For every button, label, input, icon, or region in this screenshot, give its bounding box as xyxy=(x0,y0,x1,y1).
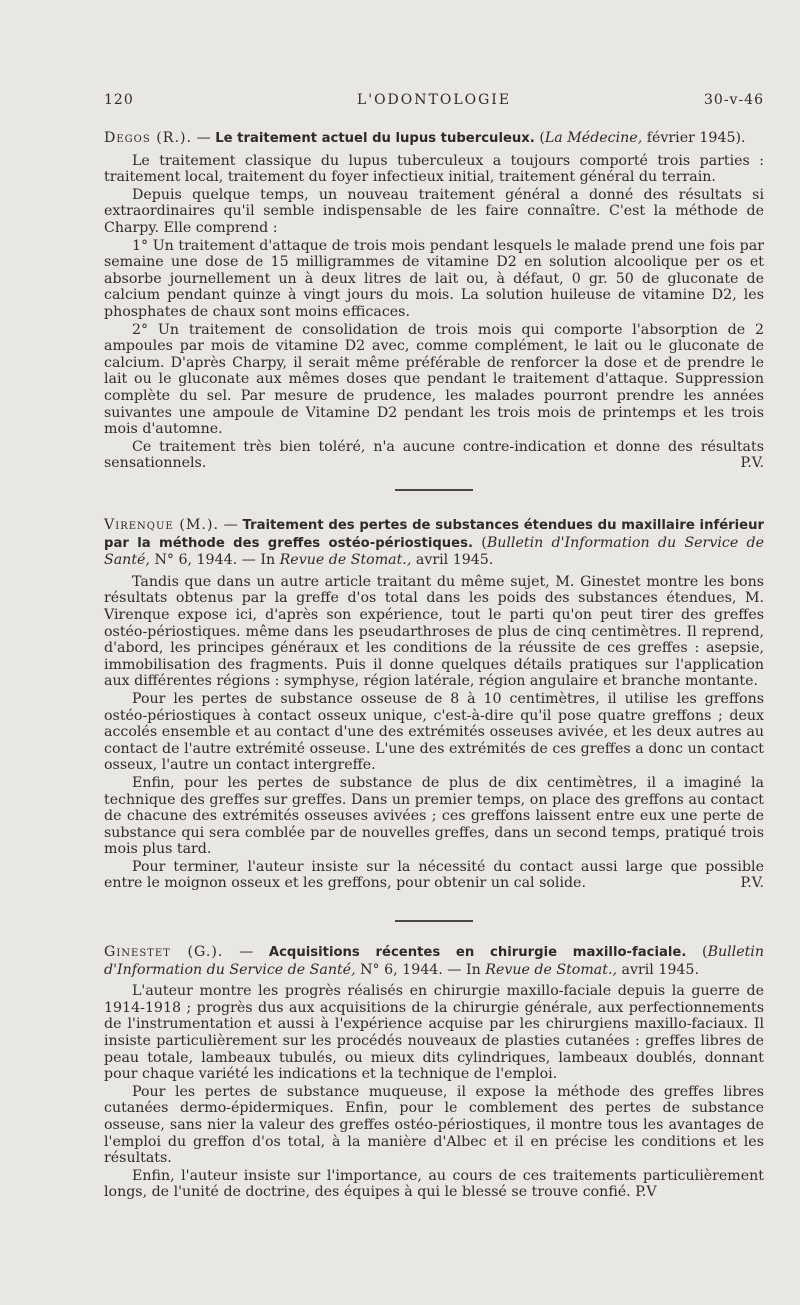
heading-dash: — xyxy=(223,517,238,533)
article-author: Degos (R.). xyxy=(104,130,192,146)
latin-phrase: per os xyxy=(695,254,743,271)
paragraph-text: 1° Un traitement d'attaque de trois mois pendant lesquels le malade prend une fois par semaine une dose de 15 milligrammes de vitamine D2 en solution alcoolique xyxy=(104,237,764,271)
article-degos xyxy=(104,130,764,472)
article-source-2: Revue de Stomat., xyxy=(279,552,412,569)
article-ref-tail: avril 1945. xyxy=(621,961,699,978)
article-signature: P.V. xyxy=(740,875,764,892)
body-paragraph: Depuis quelque temps, un nouveau traitement général a donné des résultats si extraordinaires qu'il semble indispensable de les faire connaître. C'est la méthode de Charpy. Elle comprend : xyxy=(104,186,764,236)
body-paragraph xyxy=(104,238,764,321)
body-paragraph xyxy=(104,439,764,472)
heading-dash: — xyxy=(239,944,254,960)
article-heading xyxy=(104,130,764,148)
section-divider xyxy=(395,489,473,491)
paragraph-text: Enfin, l'auteur insiste sur l'importance, au cours de ces traitements particulièrement longs, de l'unité de doctrine, des équipes à qui le blessé se trouve confié. xyxy=(104,1167,764,1201)
article-source: Bulletin d'Information du Service de Santé, xyxy=(104,534,764,569)
body-paragraph: Pour les pertes de substance osseuse de 8 à 10 centimètres, il utilise les greffons ostéo-périostiques à contact osseux unique, c'est-à-dire qu'il pose quatre greffons ; deux accolés ensemble et au contact d'une des extrémités osseuses avivée, et les deux autres au contact de l'autre extrémité osseuse. L'une des extrémités de ces greffes a donc un contact osseux, l'autre un contact intergreffe. xyxy=(104,690,764,774)
article-title: Acquisitions récentes en chirurgie maxillo-faciale. xyxy=(268,945,687,960)
article-source-2: Revue de Stomat., xyxy=(485,961,617,978)
issue-date: 30-v-46 xyxy=(704,92,764,108)
article-source: La Médecine, xyxy=(544,130,643,146)
body-paragraph: Enfin, pour les pertes de substance de plus de dix centimètres, il a imaginé la technique des greffes sur greffes. Dans un premier temps, on place des greffons au contact de chacune des extrémités osseuses avivées ; ces greffons laissent entre eux une perte de substance qui sera comblée par de nouvelles greffes, dans un second temps, pratiqué trois mois plus tard. xyxy=(104,774,764,858)
body-paragraph: 2° Un traitement de consolidation de trois mois qui comporte l'absorption de 2 ampoules par mois de vitamine D2 avec, comme complément, le lait ou le gluconate de calcium. D'après Charpy, il serait même préférable de renforcer la dose et de prendre le lait ou le gluconate aux mêmes doses que pendant le traitement d'attaque. Suppression complète du sel. Par mesure de prudence, les malades pourront prendre les années suivantes une ampoule de Vitamine D2 pendant les trois mois de printemps et les trois mois d'automne. xyxy=(104,321,764,438)
section-divider xyxy=(395,920,473,922)
article-body xyxy=(104,983,764,1201)
article-signature: P.V. xyxy=(740,455,764,472)
body-paragraph: Tandis que dans un autre article traitant du même sujet, M. Ginestet montre les bons résultats obtenus par la greffe d'os total dans les poids des substances étendues, M. Virenque expose ici, d'après son expérience, tout le parti qu'on peut tirer des greffes ostéo-périostiques. même dans les pseudarthroses de plus de cinq centimètres. Il reprend, d'abord, les principes généraux et les conditions de la réussite de ces greffes : asepsie, immobilisation des fragments. Puis il donne quelques détails pratiques sur l'application aux différentes régions : symphyse, région latérale, région angulaire et branche montante. xyxy=(104,573,764,690)
body-paragraph: L'auteur montre les progrès réalisés en chirurgie maxillo-faciale depuis la guerre de 1914-1918 ; progrès dus aux acquisitions de la chirurgie générale, aux perfectionnements de l'instrumentation et aussi à l'expérience acquise par les chirurgiens maxillo-faciaux. Il insiste particulièrement sur les procédés nouveaux de plasties cutanées : greffes libres de peau totale, lambeaux tubulés, ou mieux dits cylindriques, lambeaux doublés, donnant pour chaque variété les indications et la technique de l'emploi. xyxy=(104,983,764,1083)
article-ref-tail: avril 1945. xyxy=(415,552,494,569)
ref-open: ( xyxy=(539,130,545,146)
article-source: Bulletin d'Information du Service de Santé, xyxy=(104,944,764,978)
article-title: Traitement des pertes de substances étendues du maxillaire inférieur par la méthode des greffes ostéo-périostiques. xyxy=(104,518,765,551)
paragraph-text: et absorbe journellement un à deux litres de lait ou, à défaut, 0 gr. 50 de gluconate de calcium pendant quinze à vingt jours du mois. La solution huileuse de vitamine D2, les phosphates de chaux sont moins efficaces. xyxy=(104,254,765,320)
article-signature: P.V xyxy=(635,1184,657,1201)
article-heading xyxy=(104,944,764,978)
body-paragraph xyxy=(104,1168,764,1201)
body-paragraph xyxy=(104,859,764,892)
ref-open: ( xyxy=(702,944,708,960)
heading-dash: — xyxy=(196,130,211,146)
article-title: Le traitement actuel du lupus tuberculeux. xyxy=(215,131,535,146)
ref-open: ( xyxy=(481,534,487,551)
article-ref-mid: N° 6, 1944. — In xyxy=(360,961,481,978)
article-author: Virenque (M.). xyxy=(104,517,219,533)
article-body xyxy=(104,153,764,472)
article-heading xyxy=(104,517,764,569)
body-paragraph: Pour les pertes de substance muqueuse, il expose la méthode des greffes libres cutanées dermo-épidermiques. Enfin, pour le comblement des pertes de substance osseuse, sans nier la valeur des greffes ostéo-périostiques, il montre tous les avantages de l'emploi du greffon d'os total, à la manière d'Albec et il en précise les conditions et les résultats. xyxy=(104,1083,764,1167)
article-body xyxy=(104,574,764,892)
article-virenque xyxy=(104,517,764,892)
paragraph-text: Ce traitement très bien toléré, n'a aucune contre-indication et donne des résultats sensationnels. xyxy=(104,438,764,472)
article-ref-tail: février 1945). xyxy=(646,130,746,146)
article-ginestet xyxy=(104,944,764,1201)
article-ref-mid: N° 6, 1944. — In xyxy=(154,552,276,569)
paragraph-text: Pour terminer, l'auteur insiste sur la nécessité du contact aussi large que possible entre le moignon osseux et les greffons, pour obtenir un cal solide. xyxy=(104,858,764,892)
running-header xyxy=(104,92,764,112)
article-author: Ginestet (G.). xyxy=(104,944,224,960)
body-paragraph: Le traitement classique du lupus tuberculeux a toujours comporté trois parties : traitement local, traitement du foyer infectieux initial, traitement général du terrain. xyxy=(104,152,764,186)
running-title: L'ODONTOLOGIE xyxy=(356,92,512,108)
page-number: 120 xyxy=(104,92,134,108)
